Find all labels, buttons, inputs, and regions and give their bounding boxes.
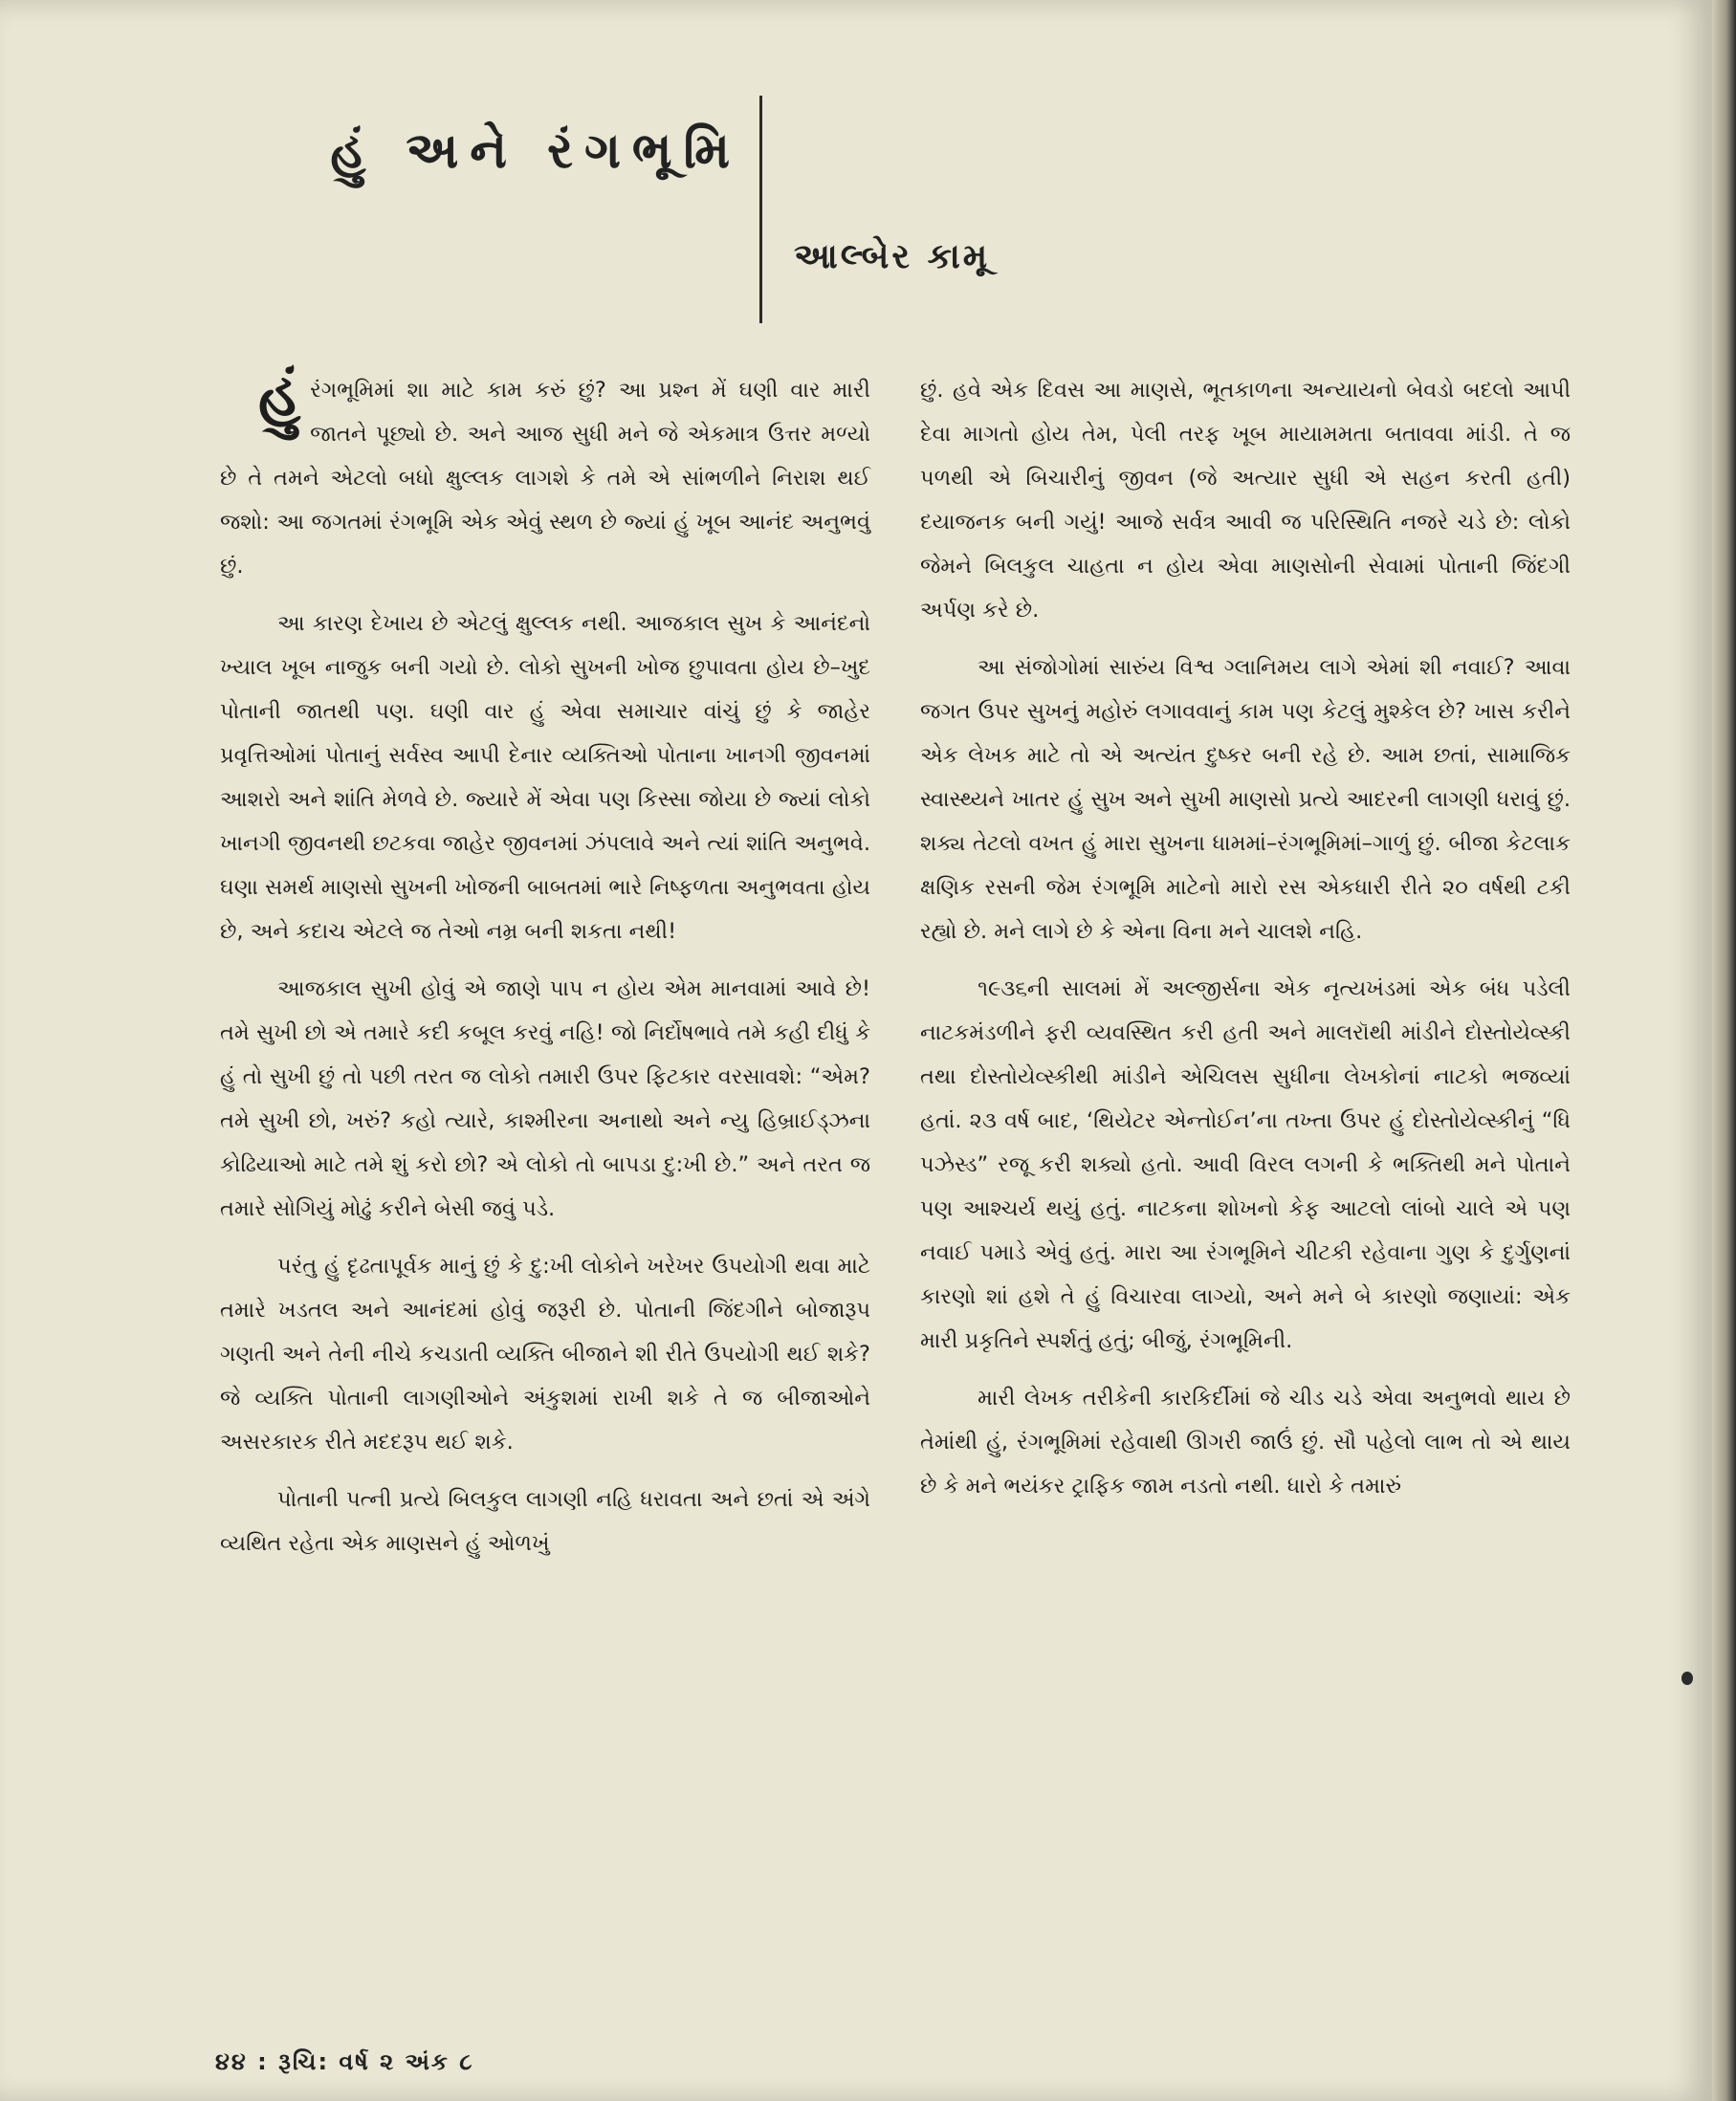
paragraph: ૧૯૩૬ની સાલમાં મેં અલ્જીર્સના એક નૃત્યખંડમાં એક બંધ પડેલી નાટકમંડળીને ફરી વ્યવસ્થિત કરી હતી અને માલરૉથી માંડીને દોસ્તોયેવ્સ્કી તથા દોસ્તોયેવ્સ્કીથી માંડીને એચિલસ સુધીના લેખકોનાં નાટકો ભજવ્યાં હતાં. ૨૩ વર્ષ બાદ, ‘થિયેટર એન્તોઈન’ના તખ્તા ઉપર હું દોસ્તોયેવ્સ્કીનું “ધિ પઝેસ્ડ” રજૂ કરી શક્યો હતો. આવી વિરલ લગની કે ભક્તિથી મને પોતાને પણ આશ્ચર્ય થયું હતું. નાટકના શોખનો કેફ આટલો લાંબો ચાલે એ પણ નવાઈ પમાડે એવું હતું. મારા આ રંગભૂમિને ચીટકી રહેવાના ગુણ કે દુર્ગુણનાં કારણો શાં હશે તે હું વિચારવા લાગ્યો, અને મને બે કારણો જણાયાં: એક મારી પ્રકૃતિને સ્પર્શતું હતું; બીજું, રંગભૂમિની.: [920, 976, 1571, 1353]
paragraph: આ સંજોગોમાં સારુંય વિશ્વ ગ્લાનિમય લાગે એમાં શી નવાઈ? આવા જગત ઉપર સુખનું મહોરું લગાવવાનું કામ પણ કેટલું મુશ્કેલ છે? ખાસ કરીને એક લેખક માટે તો એ અત્યંત દુષ્કર બની રહે છે. આમ છતાં, સામાજિક સ્વાસ્થ્યને ખાતર હું સુખ અને સુખી માણસો પ્રત્યે આદરની લાગણી ધરાવું છું. શક્ય તેટલો વખત હું મારા સુખના ધામમાં–રંગભૂમિમાં–ગાળું છું. બીજા કેટલાક ક્ષણિક રસની જેમ રંગભૂમિ માટેનો મારો રસ એકધારી રીતે ૨૦ વર્ષથી ટકી રહ્યો છે. મને લાગે છે કે એના વિના મને ચાલશે નહિ.: [920, 655, 1571, 944]
drop-cap: હું: [258, 360, 301, 429]
text-column-right: [920, 368, 1571, 1521]
paragraph: મારી લેખક તરીકેની કારકિર્દીમાં જે ચીડ ચડે એવા અનુભવો થાય છે તેમાંથી હું, રંગભૂમિમાં રહેવાથી ઊગરી જાઉં છું. સૌ પહેલો લાભ તો એ થાય છે કે મને ભયંકર ટ્રાફિક જામ નડતો નથી. ધારો કે તમારું: [920, 1386, 1571, 1499]
paragraph: [220, 360, 870, 588]
page-footer: ૪૪ : રૂચિ: વર્ષ ૨ અંક ૮: [215, 2048, 474, 2075]
paragraph: છું. હવે એક દિવસ આ માણસે, ભૂતકાળના અન્યાયનો બેવડો બદલો આપી દેવા માગતો હોય તેમ, પેલી તરફ ખૂબ માયામમતા બતાવવા માંડી. તે જ પળથી એ બિચારીનું જીવન (જે અત્યાર સુધી એ સહન કરતી હતી) દયાજનક બની ગયું! આજે સર્વત્ર આવી જ પરિસ્થિતિ નજરે ચડે છે: લોકો જેમને બિલકુલ ચાહતા ન હોય એવા માણસોની સેવામાં પોતાની જિંદગી અર્પણ કરે છે.: [920, 378, 1571, 623]
paragraph: પરંતુ હું દૃઢતાપૂર્વક માનું છું કે દુ:ખી લોકોને ખરેખર ઉપયોગી થવા માટે તમારે ખડતલ અને આનંદમાં હોવું જરૂરી છે. પોતાની જિંદગીને બોજારૂપ ગણતી અને તેની નીચે કચડાતી વ્યક્તિ બીજાને શી રીતે ઉપયોગી થઈ શકે? જે વ્યક્તિ પોતાની લાગણીઓને અંકુશમાં રાખી શકે તે જ બીજાઓને અસરકારક રીતે મદદરૂપ થઈ શકે.: [220, 1254, 870, 1455]
ink-spot: [1681, 1672, 1693, 1685]
text-column-left: [220, 360, 870, 1579]
paragraph: પોતાની પત્ની પ્રત્યે બિલકુલ લાગણી નહિ ધરાવતા અને છતાં એ અંગે વ્યથિત રહેતા એક માણસને હું ઓળખું: [220, 1487, 870, 1556]
title-divider: [759, 96, 762, 323]
page-edge-shadow: [1712, 0, 1736, 2101]
article-title: હું અને રંગભૂમિ: [330, 122, 741, 180]
paragraph: આજકાલ સુખી હોવું એ જાણે પાપ ન હોય એમ માનવામાં આવે છે! તમે સુખી છો એ તમારે કદી કબૂલ કરવું નહિ! જો નિર્દોષભાવે તમે કહી દીધું કે હું તો સુખી છું તો પછી તરત જ લોકો તમારી ઉપર ફિટકાર વરસાવશે: “એમ? તમે સુખી છો, ખરું? કહો ત્યારે, કાશ્મીરના અનાથો અને ન્યુ હિબ્રાઈડ્ઝના કોઢિયાઓ માટે તમે શું કરો છો? એ લોકો તો બાપડા દુ:ખી છે.” અને તરત જ તમારે સોગિયું મોઢું કરીને બેસી જવું પડે.: [220, 976, 870, 1221]
paragraph: આ કારણ દેખાય છે એટલું ક્ષુલ્લક નથી. આજકાલ સુખ કે આનંદનો ખ્યાલ ખૂબ નાજુક બની ગયો છે. લોકો સુખની ખોજ છુપાવતા હોય છે–ખુદ પોતાની જાતથી પણ. ઘણી વાર હું એવા સમાચાર વાંચું છું કે જાહેર પ્રવૃત્તિઓમાં પોતાનું સર્વસ્વ આપી દેનાર વ્યક્તિઓ પોતાના ખાનગી જીવનમાં આશરો અને શાંતિ મેળવે છે. જ્યારે મેં એવા પણ કિસ્સા જોયા છે જ્યાં લોકો ખાનગી જીવનથી છટકવા જાહેર જીવનમાં ઝંપલાવે અને ત્યાં શાંતિ અનુભવે. ઘણા સમર્થ માણસો સુખની ખોજની બાબતમાં ભારે નિષ્ફળતા અનુભવતા હોય છે, અને કદાચ એટલે જ તેઓ નમ્ર બની શકતા નથી!: [220, 611, 870, 944]
paragraph-text: રંગભૂમિમાં શા માટે કામ કરું છું? આ પ્રશ્ન મેં ઘણી વાર મારી જાતને પૂછ્યો છે. અને આજ સુધી મને જે એકમાત્ર ઉત્તર મળ્યો છે તે તમને એટલો બધો ક્ષુલ્લક લાગશે કે તમે એ સાંભળીને નિરાશ થઈ જશો: આ જગતમાં રંગભૂમિ એક એવું સ્થળ છે જ્યાં હું ખૂબ આનંદ અનુભવું છું.: [220, 378, 870, 579]
article-author: આલ્બેર કામૂ: [794, 237, 991, 276]
